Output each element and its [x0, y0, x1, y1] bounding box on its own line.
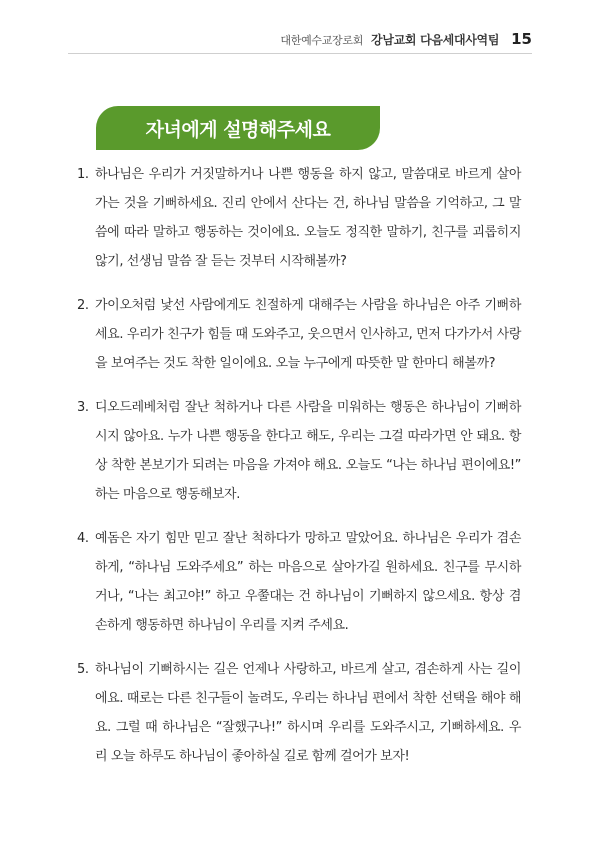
- list-item: [77, 291, 521, 378]
- list-item-number: 3.: [77, 400, 89, 415]
- list-item: [77, 524, 521, 640]
- list-item-number: 1.: [77, 167, 89, 182]
- page-title: 자녀에게 설명해주세요: [145, 118, 331, 141]
- list-item-number: 5.: [77, 662, 89, 677]
- list-item: [77, 393, 521, 509]
- list-item-text: 하나님은 우리가 거짓말하거나 나쁜 행동을 하지 않고, 말씀대로 바르게 살아가는 것을 기뻐하세요. 진리 안에서 산다는 건, 하나님 말씀을 기억하고, 그 말씀에 따라 말하고 행동하는 것이에요. 오늘도 정직한 말하기, 친구를 괴롭히지 않기, 선생님 말씀 잘 듣는 것부터 시작해볼까?: [95, 167, 521, 269]
- list-item: [77, 655, 521, 771]
- list-item-number: 4.: [77, 531, 89, 546]
- list-item: [77, 160, 521, 276]
- list-item-text: 디오드레베처럼 잘난 척하거나 다른 사람을 미워하는 행동은 하나님이 기뻐하시지 않아요. 누가 나쁜 행동을 한다고 해도, 우리는 그걸 따라가면 안 돼요. 항상 착한 본보기가 되려는 마음을 가져야 해요. 오늘도 “나는 하나님 편이에요!” 하는 마음으로 행동해보자.: [95, 400, 521, 502]
- page-header: [280, 30, 532, 48]
- list-item-number: 2.: [77, 298, 89, 313]
- title-banner: [96, 106, 380, 150]
- list-item-text: 예돔은 자기 힘만 믿고 잘난 척하다가 망하고 말았어요. 하나님은 우리가 겸손하게, “하나님 도와주세요” 하는 마음으로 살아가길 원하세요. 친구를 무시하거나, “나는 최고야!” 하고 우쭐대는 건 하나님이 기뻐하지 않으세요. 항상 겸손하게 행동하면 하나님이 우리를 지켜 주세요.: [95, 531, 521, 633]
- header-divider: [68, 53, 532, 54]
- header-church: 강남교회 다음세대사역팀: [371, 33, 500, 47]
- explanation-list: [77, 160, 521, 786]
- list-item-text: 가이오처럼 낯선 사람에게도 친절하게 대해주는 사람을 하나님은 아주 기뻐하세요. 우리가 친구가 힘들 때 도와주고, 웃으면서 인사하고, 먼저 다가가서 사랑을 보여주는 것도 착한 일이에요. 오늘 누구에게 따뜻한 말 한마디 해볼까?: [95, 298, 521, 371]
- header-org: 대한예수교장로회: [280, 34, 364, 47]
- page-number: 15: [511, 30, 532, 48]
- list-item-text: 하나님이 기뻐하시는 길은 언제나 사랑하고, 바르게 살고, 겸손하게 사는 길이에요. 때로는 다른 친구들이 놀려도, 우리는 하나님 편에서 착한 선택을 해야 해요. 그럴 때 하나님은 “잘했구나!” 하시며 우리를 도와주시고, 기뻐하세요. 우리 오늘 하루도 하나님이 좋아하실 길로 함께 걸어가 보자!: [95, 662, 521, 764]
